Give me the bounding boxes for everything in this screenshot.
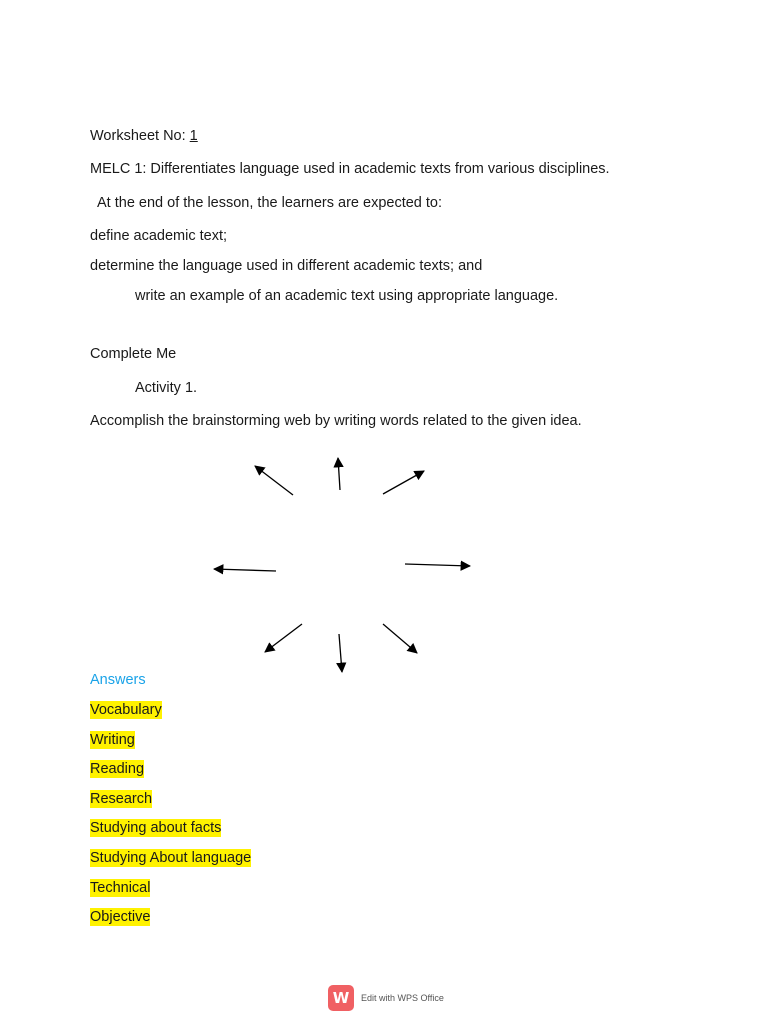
web-arrow-left [214, 569, 276, 571]
answer-item: Studying About language [90, 850, 252, 866]
answer-item: Writing [90, 732, 135, 748]
worksheet-number: 1 [189, 128, 198, 144]
brainstorming-web [0, 440, 768, 690]
answer-item: Vocabulary [90, 702, 162, 718]
wps-logo-icon: W [328, 985, 354, 1011]
activity-title: Activity 1. [135, 380, 198, 396]
answer-item: Research [90, 791, 153, 807]
melc-statement: MELC 1: Differentiates language used in academic texts from various disciplines. [90, 161, 610, 177]
web-arrow-right [405, 564, 470, 566]
answers-heading: Answers [90, 672, 146, 688]
footer-text: Edit with WPS Office [361, 993, 444, 1003]
web-arrow-lower-right [383, 624, 417, 653]
objective-2: determine the language used in different academic texts; and [90, 258, 483, 274]
web-arrow-upper-right [383, 471, 424, 494]
objective-3: write an example of an academic text using appropriate language. [135, 288, 559, 304]
web-arrow-up [338, 458, 340, 490]
worksheet-label: Worksheet No: [90, 128, 190, 144]
answer-item: Reading [90, 761, 145, 777]
answer-item: Objective [90, 909, 151, 925]
activity-instruction: Accomplish the brainstorming web by writing words related to the given idea. [90, 413, 582, 429]
objectives-intro: At the end of the lesson, the learners are expected to: [97, 195, 442, 211]
objective-1: define academic text; [90, 228, 228, 244]
worksheet-number-line [90, 127, 198, 145]
section-title: Complete Me [90, 346, 177, 362]
web-arrow-lower-left [265, 624, 302, 652]
wps-footer-link[interactable] [328, 985, 444, 1011]
answer-item: Studying about facts [90, 820, 222, 836]
web-arrow-upper-left [255, 466, 293, 495]
answer-item: Technical [90, 880, 151, 896]
web-arrow-down [339, 634, 342, 672]
